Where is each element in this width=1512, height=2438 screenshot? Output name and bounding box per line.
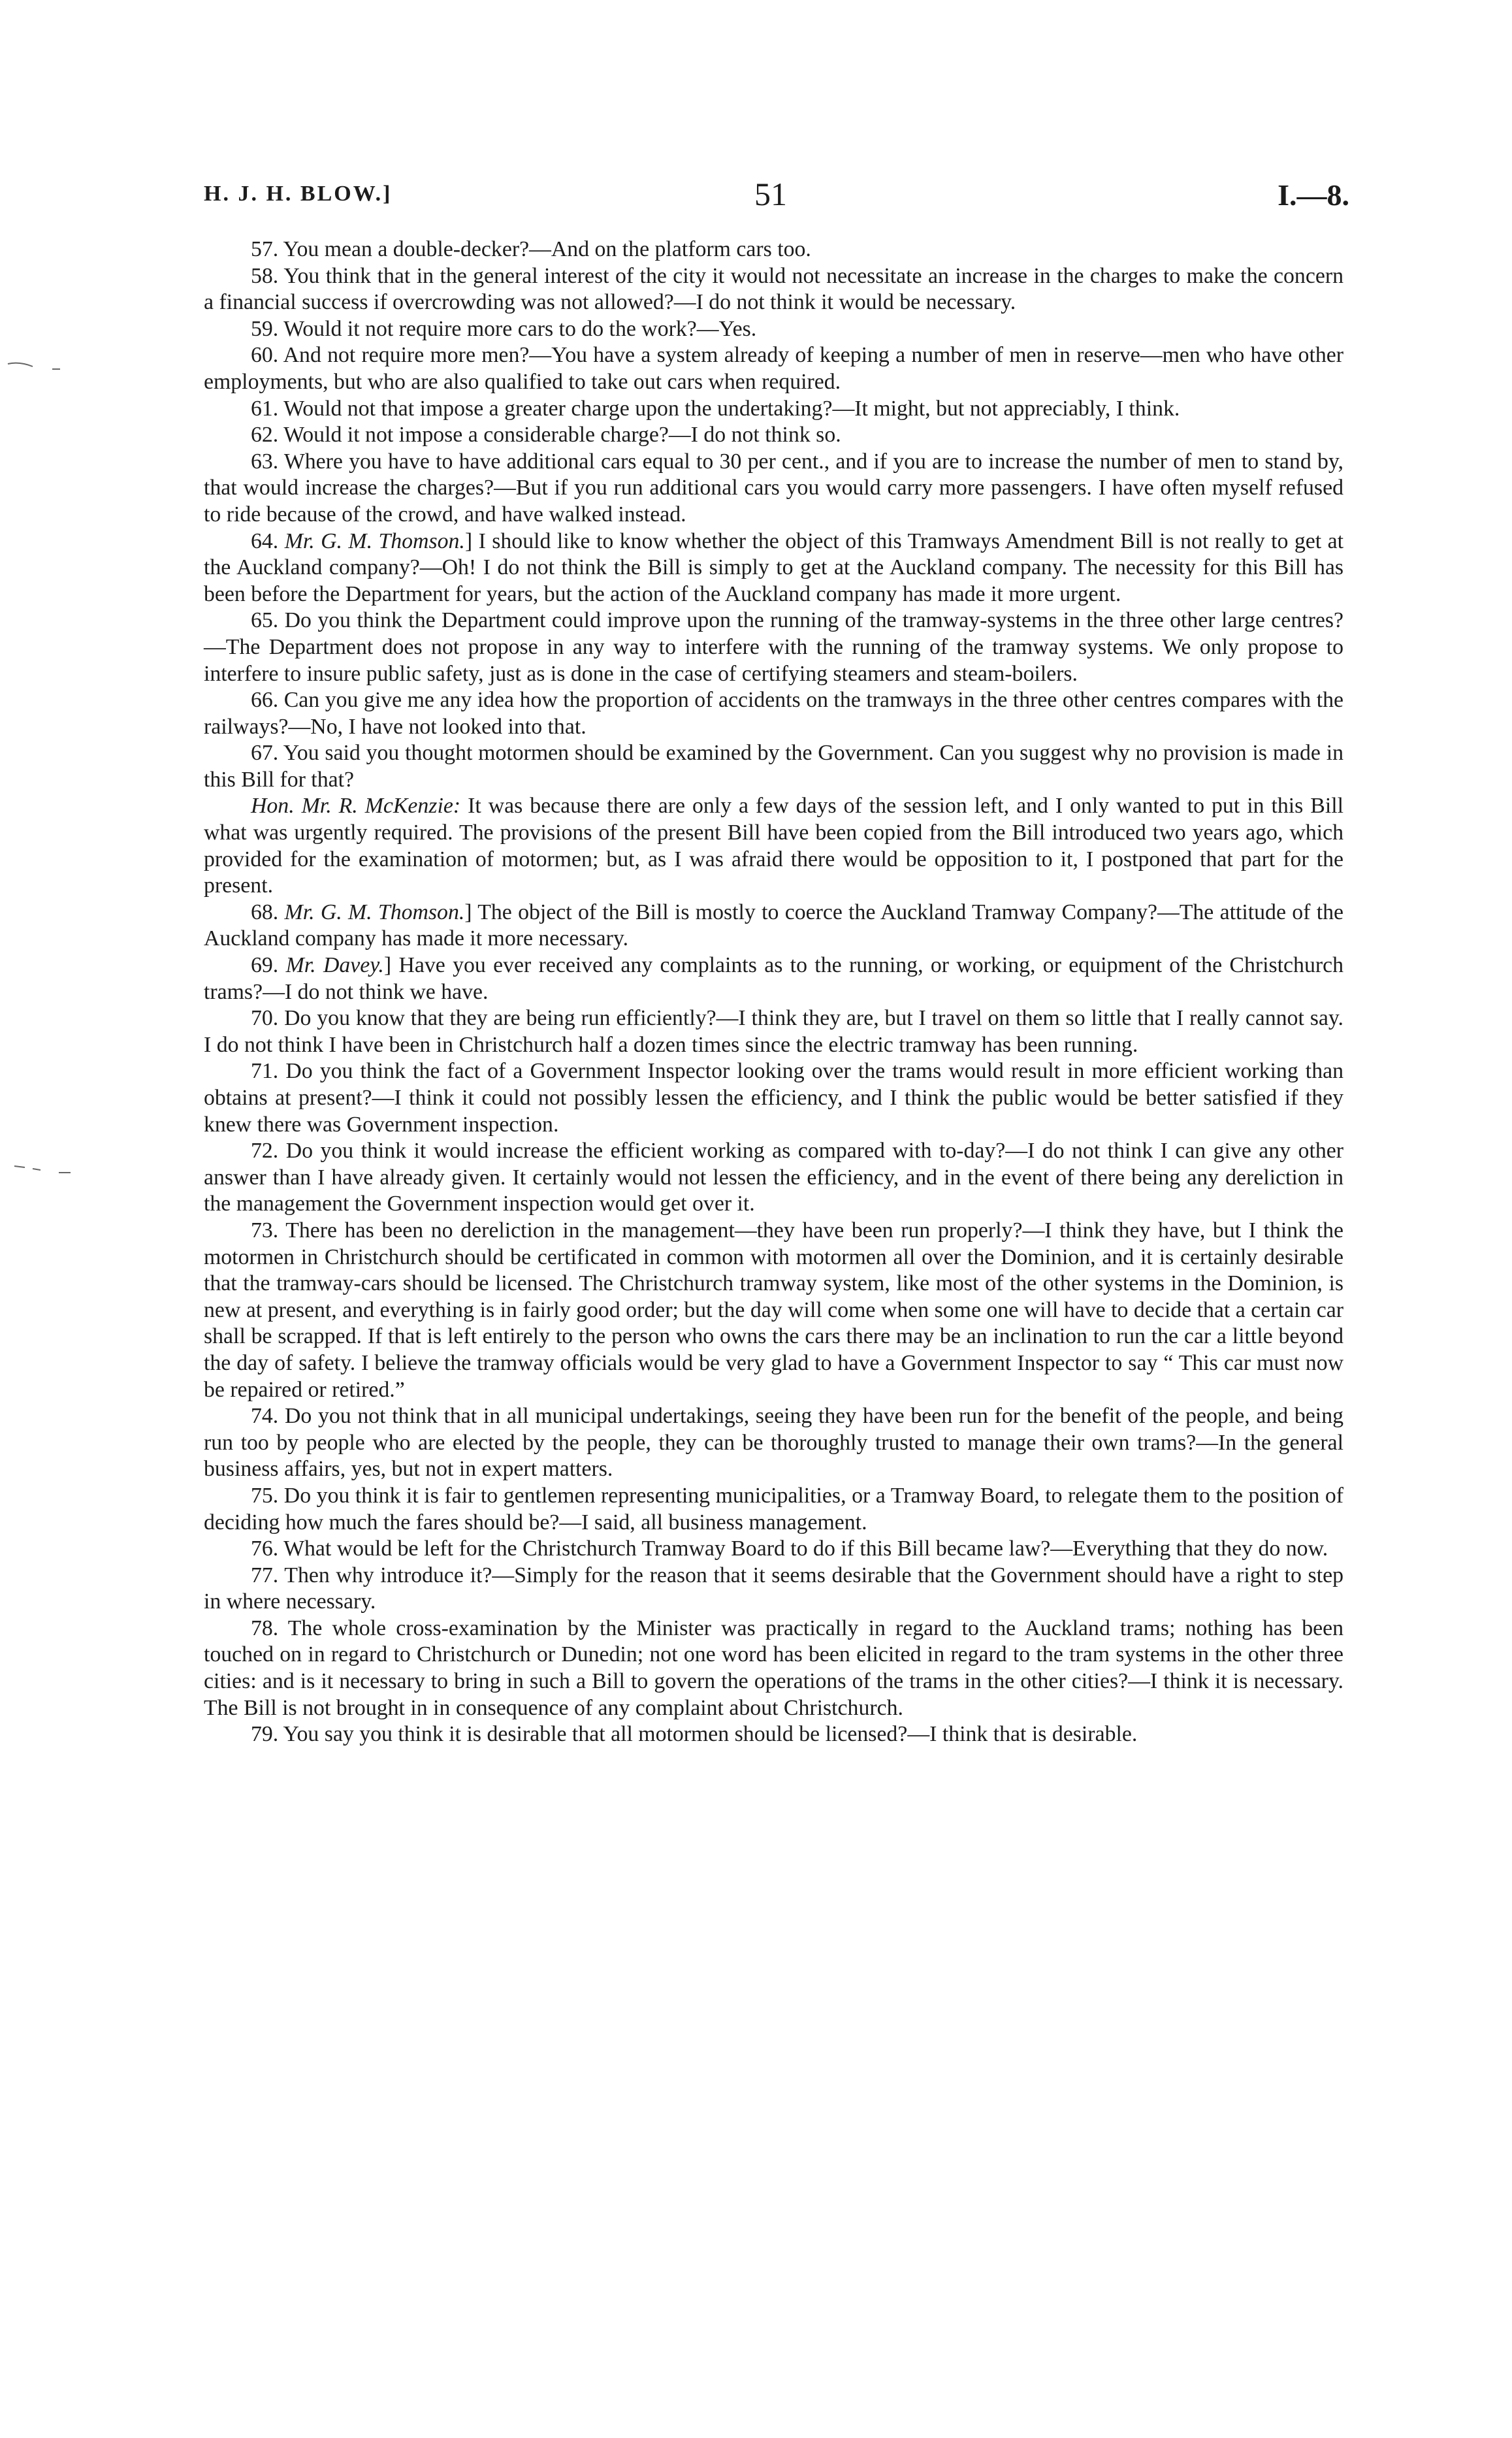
- paragraph-68: 68. Mr. G. M. Thomson.] The object of the Bill is mostly to coerce the Auckland Tramway Company?—The attitude of the Auckland company has made it more necessary.: [204, 900, 1343, 951]
- paragraph-59: 59. Would it not require more cars to do the work?—Yes.: [251, 316, 757, 341]
- paragraph-58: 58. You think that in the general interest of the city it would not necessitate an increase in the charges to make the concern a financial success if overcrowding was not allowed?—I do not think it would be necessary.: [204, 263, 1343, 315]
- paragraph-64: 64. Mr. G. M. Thomson.] I should like to know whether the object of this Tramways Amendment Bill is not really to get at the Auckland company?—Oh! I do not think the Bill is simply to get at the Auckland company. The necessity for this Bill has been before the Department for years, but the action of the Auckland company has made it more urgent.: [204, 528, 1343, 606]
- paragraph-65: 65. Do you think the Department could improve upon the running of the tramway-systems in the three other large centres?—The Department does not propose in any way to interfere with the running of the tramway systems. We only propose to interfere to insure public safety, just as is done in the case of certifying steamers and steam-boilers.: [204, 608, 1343, 686]
- paragraph-79: 79. You say you think it is desirable that all motormen should be licensed?—I think that is desirable.: [251, 1722, 1138, 1747]
- paragraph-69: 69. Mr. Davey.] Have you ever received any complaints as to the running, or working, or equipment of the Christchurch trams?—I do not think we have.: [204, 953, 1343, 1004]
- paragraph-62: 62. Would it not impose a considerable charge?—I do not think so.: [251, 423, 841, 447]
- paragraph-74: 74. Do you not think that in all municipal undertakings, seeing they have been run for the benefit of the people, and being run too by people who are elected by the people, they can be thoroughly trusted to manage their own trams?—In the general business affairs, yes, but not in expert matters.: [204, 1404, 1343, 1482]
- paragraph-77: 77. Then why introduce it?—Simply for the reason that it seems desirable that the Government should have a right to step in where necessary.: [204, 1563, 1343, 1614]
- paragraph-78: 78. The whole cross-examination by the Minister was practically in regard to the Auckland trams; nothing has been touched on in regard to Christchurch or Dunedin; not one word has been elicited in regard to the tram systems in the other three cities: and is it necessary to bring in such a Bill to govern the operations of the trams in the other cities?—I think it is necessary. The Bill is not brought in in consequence of any complaint about Christchurch.: [204, 1616, 1343, 1720]
- paragraph-70: 70. Do you know that they are being run efficiently?—I think they are, but I travel on them so little that I really cannot say. I do not think I have been in Christchurch half a dozen times since the electric tramway has been running.: [204, 1006, 1343, 1057]
- paragraph-63: 63. Where you have to have additional cars equal to 30 per cent., and if you are to increase the number of men to stand by, that would increase the charges?—But if you run additional cars you would carry more passengers. I have often myself refused to ride because of the crowd, and have walked instead.: [204, 449, 1343, 527]
- speaker-name: Mr. G. M. Thomson.: [284, 528, 465, 553]
- witness-name: H. J. H. BLOW.]: [204, 182, 393, 206]
- page-header: [0, 175, 1512, 221]
- evidence-text: [204, 236, 1343, 1748]
- paragraph-57: 57. You mean a double-decker?—And on the platform cars too.: [251, 237, 811, 261]
- paragraph-61: 61. Would not that impose a greater charge upon the undertaking?—It might, but not appreciably, I think.: [251, 396, 1180, 421]
- paragraph-66: 66. Can you give me any idea how the proportion of accidents on the tramways in the three other centres compares with the railways?—No, I have not looked into that.: [204, 688, 1343, 739]
- speaker-name: Mr. Davey.: [285, 953, 384, 978]
- paragraph-72: 72. Do you think it would increase the efficient working as compared with to-day?—I do not think I can give any other answer than I have already given. It certainly would not lessen the efficiency, and in the event of there being any dereliction in the management the Government inspection would get over it.: [204, 1139, 1343, 1216]
- paragraph-75: 75. Do you think it is fair to gentlemen representing municipalities, or a Tramway Board, to relegate them to the position of deciding how much the fares should be?—I said, all business management.: [204, 1483, 1343, 1535]
- margin-mark: [13, 1160, 78, 1179]
- paragraph-60: 60. And not require more men?—You have a system already of keeping a number of men in reserve—men who have other employments, but who are also qualified to take out cars when required.: [204, 343, 1343, 394]
- speaker-name: Mr. G. M. Thomson.: [284, 900, 465, 924]
- paper-reference: I.—8.: [1278, 178, 1349, 212]
- paragraph-73: 73. There has been no dereliction in the management—they have been run properly?—I think they have, but I think the motormen in Christchurch should be certificated in common with motormen all over the Dominion, and it is certainly desirable that the tramway-cars should be licensed. The Christchurch tramway system, like most of the other systems in the Dominion, is new at present, and everything is in fairly good order; but the day will come when some one will have to decide that a certain car shall be scrapped. If that is left entirely to the person who owns the cars there may be an inclination to run the car a little beyond the day of safety. I believe the tramway officials would be very glad to have a Government Inspector to say “ This car must now be repaired or retired.”: [204, 1218, 1343, 1402]
- paragraph-71: 71. Do you think the fact of a Government Inspector looking over the trams would result in more efficient working than obtains at present?—I think it could not possibly lessen the efficiency, and I think the public would be better satisfied if they knew there was Government inspection.: [204, 1059, 1343, 1137]
- margin-mark: [7, 356, 65, 376]
- speaker-name: Hon. Mr. R. McKenzie:: [251, 794, 461, 819]
- paragraph-67: 67. You said you thought motormen should be examined by the Government. Can you suggest why no provision is made in this Bill for that?: [204, 741, 1343, 792]
- paragraph-76: 76. What would be left for the Christchurch Tramway Board to do if this Bill became law?—Everything that they do now.: [251, 1536, 1328, 1561]
- paragraph-mckenzie: Hon. Mr. R. McKenzie: It was because there are only a few days of the session left, and I only wanted to put in this Bill what was urgently required. The provisions of the present Bill have been copied from the Bill introduced two years ago, which provided for the examination of motormen; but, as I was afraid there would be opposition to it, I postponed that part for the present.: [204, 794, 1343, 898]
- page-number: 51: [754, 176, 787, 212]
